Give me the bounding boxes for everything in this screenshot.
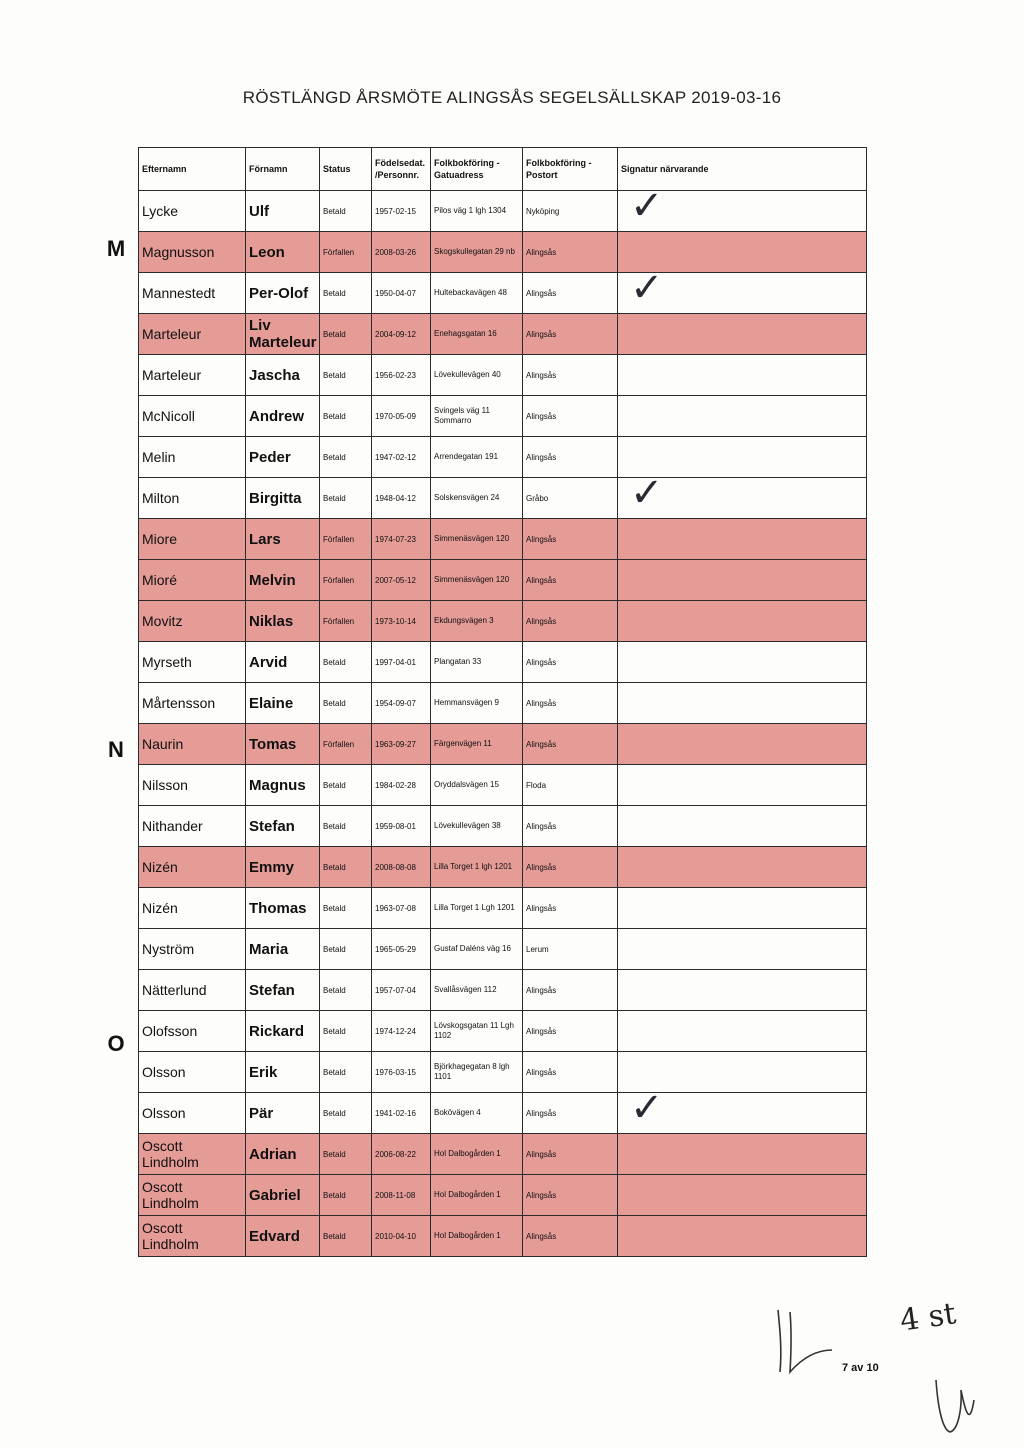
first-name-cell: Jascha	[246, 355, 320, 396]
status-cell: Betald	[320, 1011, 372, 1052]
street-address-cell: Hol Dalbogården 1	[431, 1175, 523, 1216]
table-row	[139, 478, 867, 519]
last-name-cell: Oscott Lindholm	[139, 1216, 246, 1257]
signature-cell	[618, 765, 867, 806]
handwritten-signature	[928, 1370, 978, 1440]
first-name-cell: Per-Olof	[246, 273, 320, 314]
table-row	[139, 437, 867, 478]
birth-date-cell: 1965-05-29	[372, 929, 431, 970]
signature-cell	[618, 970, 867, 1011]
birth-date-cell: 1974-12-24	[372, 1011, 431, 1052]
birth-date-cell: 2006-08-22	[372, 1134, 431, 1175]
signature-cell	[618, 847, 867, 888]
birth-date-cell: 1959-08-01	[372, 806, 431, 847]
street-address-cell: Färgenvägen 11	[431, 724, 523, 765]
postal-town-cell: Alingsås	[523, 396, 618, 437]
birth-date-cell: 2007-05-12	[372, 560, 431, 601]
signature-cell	[618, 396, 867, 437]
last-name-cell: Oscott Lindholm	[139, 1134, 246, 1175]
table-row	[139, 1093, 867, 1134]
last-name-cell: Olsson	[139, 1093, 246, 1134]
document-title: RÖSTLÄNGD ÅRSMÖTE ALINGSÅS SEGELSÄLLSKAP 2019-03-16	[242, 88, 782, 107]
signature-cell	[618, 642, 867, 683]
birth-date-cell: 1948-04-12	[372, 478, 431, 519]
street-address-cell: Skogskullegatan 29 nb	[431, 232, 523, 273]
first-name-cell: Lars	[246, 519, 320, 560]
postal-town-cell: Alingsås	[523, 642, 618, 683]
birth-date-cell: 1997-04-01	[372, 642, 431, 683]
header-signature: Signatur närvarande	[618, 148, 867, 191]
status-cell: Betald	[320, 642, 372, 683]
status-cell: Förfallen	[320, 519, 372, 560]
first-name-cell: Elaine	[246, 683, 320, 724]
birth-date-cell: 1970-05-09	[372, 396, 431, 437]
birth-date-cell: 1957-02-15	[372, 191, 431, 232]
table-row	[139, 232, 867, 273]
table-row	[139, 1011, 867, 1052]
table-header-row	[139, 148, 867, 191]
postal-town-cell: Alingsås	[523, 888, 618, 929]
status-cell: Betald	[320, 1175, 372, 1216]
table-row	[139, 970, 867, 1011]
status-cell: Betald	[320, 888, 372, 929]
signature-cell	[618, 1093, 867, 1134]
header-postal-town: Folkbokföring - Postort	[523, 148, 618, 191]
table-row	[139, 1052, 867, 1093]
signature-cell	[618, 601, 867, 642]
status-cell: Betald	[320, 683, 372, 724]
last-name-cell: Nätterlund	[139, 970, 246, 1011]
last-name-cell: Miore	[139, 519, 246, 560]
birth-date-cell: 1956-02-23	[372, 355, 431, 396]
first-name-cell: Ulf	[246, 191, 320, 232]
status-cell: Betald	[320, 273, 372, 314]
first-name-cell: Edvard	[246, 1216, 320, 1257]
status-cell: Betald	[320, 806, 372, 847]
signature-check-mark-icon: ✓	[630, 477, 664, 516]
last-name-cell: Olofsson	[139, 1011, 246, 1052]
last-name-cell: Movitz	[139, 601, 246, 642]
last-name-cell: Milton	[139, 478, 246, 519]
street-address-cell: Hol Dalbogården 1	[431, 1134, 523, 1175]
street-address-cell: Simmenäsvägen 120	[431, 519, 523, 560]
status-cell: Betald	[320, 355, 372, 396]
last-name-cell: Melin	[139, 437, 246, 478]
first-name-cell: Maria	[246, 929, 320, 970]
signature-cell	[618, 1134, 867, 1175]
handwritten-total: 4 st	[897, 1296, 959, 1339]
birth-date-cell: 2008-11-08	[372, 1175, 431, 1216]
table-row	[139, 560, 867, 601]
section-letter-m: M	[106, 236, 126, 261]
table-row	[139, 642, 867, 683]
table-row	[139, 806, 867, 847]
status-cell: Förfallen	[320, 232, 372, 273]
street-address-cell: Arrendegatan 191	[431, 437, 523, 478]
street-address-cell: Svallåsvägen 112	[431, 970, 523, 1011]
postal-town-cell: Alingsås	[523, 683, 618, 724]
first-name-cell: Melvin	[246, 560, 320, 601]
status-cell: Förfallen	[320, 724, 372, 765]
signature-cell	[618, 1011, 867, 1052]
street-address-cell: Plangatan 33	[431, 642, 523, 683]
postal-town-cell: Alingsås	[523, 519, 618, 560]
birth-date-cell: 1973-10-14	[372, 601, 431, 642]
last-name-cell: Olsson	[139, 1052, 246, 1093]
last-name-cell: Naurin	[139, 724, 246, 765]
signature-check-mark-icon: ✓	[630, 1092, 664, 1131]
birth-date-cell: 1976-03-15	[372, 1052, 431, 1093]
signature-cell	[618, 1175, 867, 1216]
table-row	[139, 1175, 867, 1216]
status-cell: Betald	[320, 970, 372, 1011]
first-name-cell: Peder	[246, 437, 320, 478]
street-address-cell: Lilla Torget 1 lgh 1201	[431, 847, 523, 888]
street-address-cell: Lövekullevägen 38	[431, 806, 523, 847]
postal-town-cell: Alingsås	[523, 1175, 618, 1216]
last-name-cell: Nizén	[139, 847, 246, 888]
street-address-cell: Ekdungsvägen 3	[431, 601, 523, 642]
first-name-cell: Andrew	[246, 396, 320, 437]
last-name-cell: Nizén	[139, 888, 246, 929]
table-row	[139, 929, 867, 970]
signature-cell	[618, 888, 867, 929]
status-cell: Betald	[320, 396, 372, 437]
signature-cell	[618, 232, 867, 273]
signature-cell	[618, 478, 867, 519]
postal-town-cell: Alingsås	[523, 1011, 618, 1052]
first-name-cell: Gabriel	[246, 1175, 320, 1216]
birth-date-cell: 2008-03-26	[372, 232, 431, 273]
postal-town-cell: Alingsås	[523, 273, 618, 314]
postal-town-cell: Alingsås	[523, 1093, 618, 1134]
street-address-cell: Björkhagegatan 8 lgh 1101	[431, 1052, 523, 1093]
last-name-cell: Nithander	[139, 806, 246, 847]
signature-cell	[618, 355, 867, 396]
signature-cell	[618, 273, 867, 314]
signature-cell	[618, 191, 867, 232]
street-address-cell: Enehagsgatan 16	[431, 314, 523, 355]
last-name-cell: Mioré	[139, 560, 246, 601]
header-first-name: Förnamn	[246, 148, 320, 191]
signature-check-mark-icon: ✓	[630, 190, 664, 229]
postal-town-cell: Floda	[523, 765, 618, 806]
street-address-cell: Hultebackavägen 48	[431, 273, 523, 314]
postal-town-cell: Alingsås	[523, 232, 618, 273]
header-last-name: Efternamn	[139, 148, 246, 191]
status-cell: Betald	[320, 437, 372, 478]
first-name-cell: Thomas	[246, 888, 320, 929]
birth-date-cell: 1950-04-07	[372, 273, 431, 314]
table-body	[139, 191, 867, 1257]
postal-town-cell: Gråbo	[523, 478, 618, 519]
postal-town-cell: Nyköping	[523, 191, 618, 232]
postal-town-cell: Alingsås	[523, 847, 618, 888]
last-name-cell: Marteleur	[139, 355, 246, 396]
street-address-cell: Lilla Torget 1 Lgh 1201	[431, 888, 523, 929]
signature-cell	[618, 724, 867, 765]
birth-date-cell: 2004-09-12	[372, 314, 431, 355]
postal-town-cell: Alingsås	[523, 1216, 618, 1257]
table-row	[139, 683, 867, 724]
first-name-cell: Stefan	[246, 806, 320, 847]
handwritten-initials-signature	[760, 1300, 840, 1380]
postal-town-cell: Alingsås	[523, 1052, 618, 1093]
table-row	[139, 191, 867, 232]
street-address-cell: Svingels väg 11 Sommarro	[431, 396, 523, 437]
birth-date-cell: 2010-04-10	[372, 1216, 431, 1257]
last-name-cell: Lycke	[139, 191, 246, 232]
first-name-cell: Niklas	[246, 601, 320, 642]
status-cell: Betald	[320, 314, 372, 355]
section-letter-n: N	[108, 737, 124, 762]
status-cell: Betald	[320, 191, 372, 232]
first-name-cell: Liv Marteleur	[246, 314, 320, 355]
last-name-cell: Magnusson	[139, 232, 246, 273]
table-row	[139, 601, 867, 642]
header-street-address: Folkbokföring - Gatuadress	[431, 148, 523, 191]
birth-date-cell: 1954-09-07	[372, 683, 431, 724]
postal-town-cell: Alingsås	[523, 601, 618, 642]
birth-date-cell: 1957-07-04	[372, 970, 431, 1011]
first-name-cell: Arvid	[246, 642, 320, 683]
birth-date-cell: 1963-09-27	[372, 724, 431, 765]
street-address-cell: Oryddalsvägen 15	[431, 765, 523, 806]
birth-date-cell: 1947-02-12	[372, 437, 431, 478]
postal-town-cell: Alingsås	[523, 560, 618, 601]
street-address-cell: Lövskogsgatan 11 Lgh 1102	[431, 1011, 523, 1052]
postal-town-cell: Alingsås	[523, 806, 618, 847]
status-cell: Betald	[320, 1052, 372, 1093]
street-address-cell: Pilos väg 1 lgh 1304	[431, 191, 523, 232]
status-cell: Betald	[320, 847, 372, 888]
last-name-cell: Mannestedt	[139, 273, 246, 314]
street-address-cell: Simmenäsvägen 120	[431, 560, 523, 601]
table-row	[139, 765, 867, 806]
last-name-cell: Nilsson	[139, 765, 246, 806]
table-row	[139, 847, 867, 888]
street-address-cell: Bokövägen 4	[431, 1093, 523, 1134]
status-cell: Förfallen	[320, 601, 372, 642]
first-name-cell: Emmy	[246, 847, 320, 888]
section-letter-o: O	[107, 1031, 125, 1056]
birth-date-cell: 1984-02-28	[372, 765, 431, 806]
street-address-cell: Hemmansvägen 9	[431, 683, 523, 724]
status-cell: Betald	[320, 929, 372, 970]
signature-cell	[618, 1052, 867, 1093]
birth-date-cell: 2008-08-08	[372, 847, 431, 888]
birth-date-cell: 1941-02-16	[372, 1093, 431, 1134]
status-cell: Betald	[320, 1216, 372, 1257]
street-address-cell: Gustaf Daléns väg 16	[431, 929, 523, 970]
first-name-cell: Pär	[246, 1093, 320, 1134]
first-name-cell: Stefan	[246, 970, 320, 1011]
last-name-cell: Marteleur	[139, 314, 246, 355]
table-row	[139, 1216, 867, 1257]
table-row	[139, 724, 867, 765]
first-name-cell: Magnus	[246, 765, 320, 806]
first-name-cell: Tomas	[246, 724, 320, 765]
signature-cell	[618, 806, 867, 847]
table-row	[139, 273, 867, 314]
first-name-cell: Leon	[246, 232, 320, 273]
first-name-cell: Erik	[246, 1052, 320, 1093]
signature-cell	[618, 683, 867, 724]
table-row	[139, 1134, 867, 1175]
signature-cell	[618, 314, 867, 355]
last-name-cell: Nyström	[139, 929, 246, 970]
page-number: 7 av 10	[842, 1362, 879, 1374]
last-name-cell: McNicoll	[139, 396, 246, 437]
status-cell: Betald	[320, 1134, 372, 1175]
table-row	[139, 355, 867, 396]
street-address-cell: Hol Dalbogården 1	[431, 1216, 523, 1257]
postal-town-cell: Lerum	[523, 929, 618, 970]
first-name-cell: Adrian	[246, 1134, 320, 1175]
header-birth-date: Födelsedat. /Personnr.	[372, 148, 431, 191]
signature-cell	[618, 1216, 867, 1257]
street-address-cell: Lövekullevägen 40	[431, 355, 523, 396]
last-name-cell: Myrseth	[139, 642, 246, 683]
postal-town-cell: Alingsås	[523, 314, 618, 355]
street-address-cell: Solskensvägen 24	[431, 478, 523, 519]
status-cell: Förfallen	[320, 560, 372, 601]
birth-date-cell: 1963-07-08	[372, 888, 431, 929]
postal-town-cell: Alingsås	[523, 970, 618, 1011]
status-cell: Betald	[320, 478, 372, 519]
signature-check-mark-icon: ✓	[630, 272, 664, 311]
first-name-cell: Rickard	[246, 1011, 320, 1052]
first-name-cell: Birgitta	[246, 478, 320, 519]
status-cell: Betald	[320, 1093, 372, 1134]
postal-town-cell: Alingsås	[523, 437, 618, 478]
signature-cell	[618, 560, 867, 601]
signature-cell	[618, 437, 867, 478]
last-name-cell: Oscott Lindholm	[139, 1175, 246, 1216]
table-row	[139, 888, 867, 929]
table-row	[139, 396, 867, 437]
status-cell: Betald	[320, 765, 372, 806]
signature-cell	[618, 519, 867, 560]
postal-town-cell: Alingsås	[523, 724, 618, 765]
signature-cell	[618, 929, 867, 970]
table-row	[139, 314, 867, 355]
last-name-cell: Mårtensson	[139, 683, 246, 724]
birth-date-cell: 1974-07-23	[372, 519, 431, 560]
header-status: Status	[320, 148, 372, 191]
postal-town-cell: Alingsås	[523, 355, 618, 396]
voter-roll-table	[138, 147, 867, 1257]
postal-town-cell: Alingsås	[523, 1134, 618, 1175]
table-row	[139, 519, 867, 560]
